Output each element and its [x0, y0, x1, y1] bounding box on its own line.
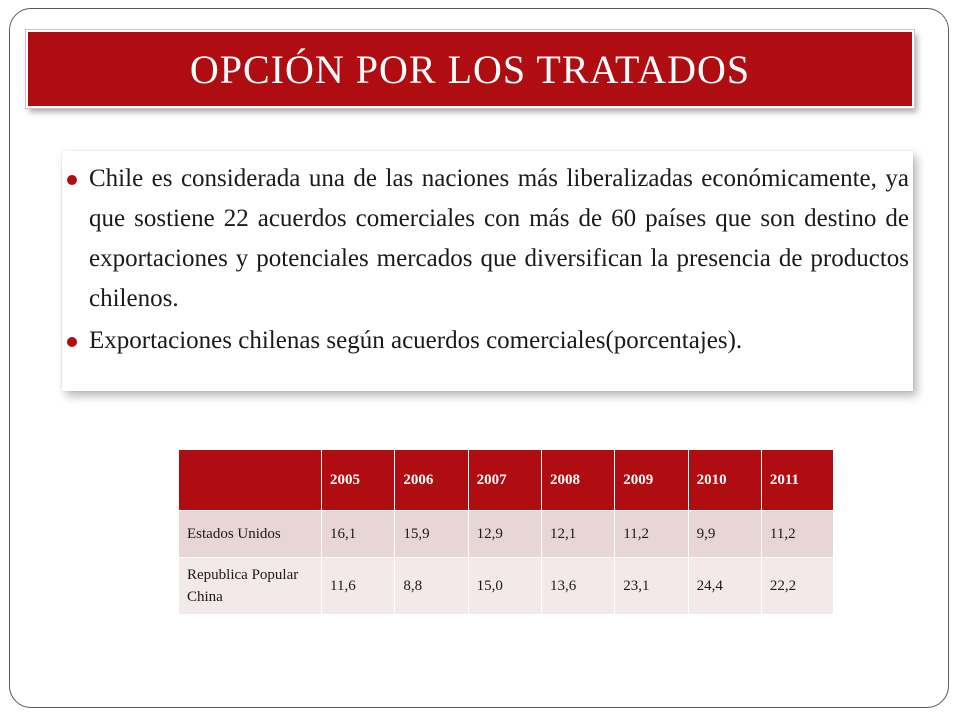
header-cell [179, 450, 322, 511]
table-row [179, 511, 834, 558]
table-cell: 15,9 [395, 511, 468, 558]
bullet-dot-icon [67, 175, 77, 185]
bullet-dot-icon [67, 337, 77, 347]
table-cell: 16,1 [322, 511, 395, 558]
table-cell: 24,4 [688, 558, 761, 615]
header-cell: 2008 [541, 450, 614, 511]
table-cell: 11,2 [615, 511, 688, 558]
header-cell: 2010 [688, 450, 761, 511]
bullet-text-2: Exportaciones chilenas según acuerdos comerciales(porcentajes). [89, 327, 743, 354]
table-cell: 11,6 [322, 558, 395, 615]
table-cell: 12,9 [468, 511, 541, 558]
row-label: Republica Popular China [179, 558, 322, 615]
bullet-text-1: Chile es considerada una de las naciones más liberalizadas económicamente, ya que sostiene 22 acuerdos comerciales con más de 60 países que son destino de exportaciones y potenciales mercados que diversifican la presencia de productos chilenos. [89, 165, 909, 312]
header-cell: 2007 [468, 450, 541, 511]
table-cell: 9,9 [688, 511, 761, 558]
content-box [62, 151, 913, 391]
table-cell: 8,8 [395, 558, 468, 615]
table-header-row [179, 450, 834, 511]
table-cell: 12,1 [541, 511, 614, 558]
title-banner [26, 30, 914, 108]
bullet-item-1 [89, 159, 909, 319]
bullet-item-2 [89, 321, 909, 361]
exports-table [178, 449, 834, 615]
table-cell: 23,1 [615, 558, 688, 615]
header-cell: 2009 [615, 450, 688, 511]
slide-title: OPCIÓN POR LOS TRATADOS [189, 46, 751, 92]
row-label: Estados Unidos [179, 511, 322, 558]
table-cell: 22,2 [761, 558, 833, 615]
table-row [179, 558, 834, 615]
header-cell: 2006 [395, 450, 468, 511]
header-cell: 2011 [761, 450, 833, 511]
header-cell: 2005 [322, 450, 395, 511]
table-cell: 15,0 [468, 558, 541, 615]
table-cell: 13,6 [541, 558, 614, 615]
table-cell: 11,2 [761, 511, 833, 558]
